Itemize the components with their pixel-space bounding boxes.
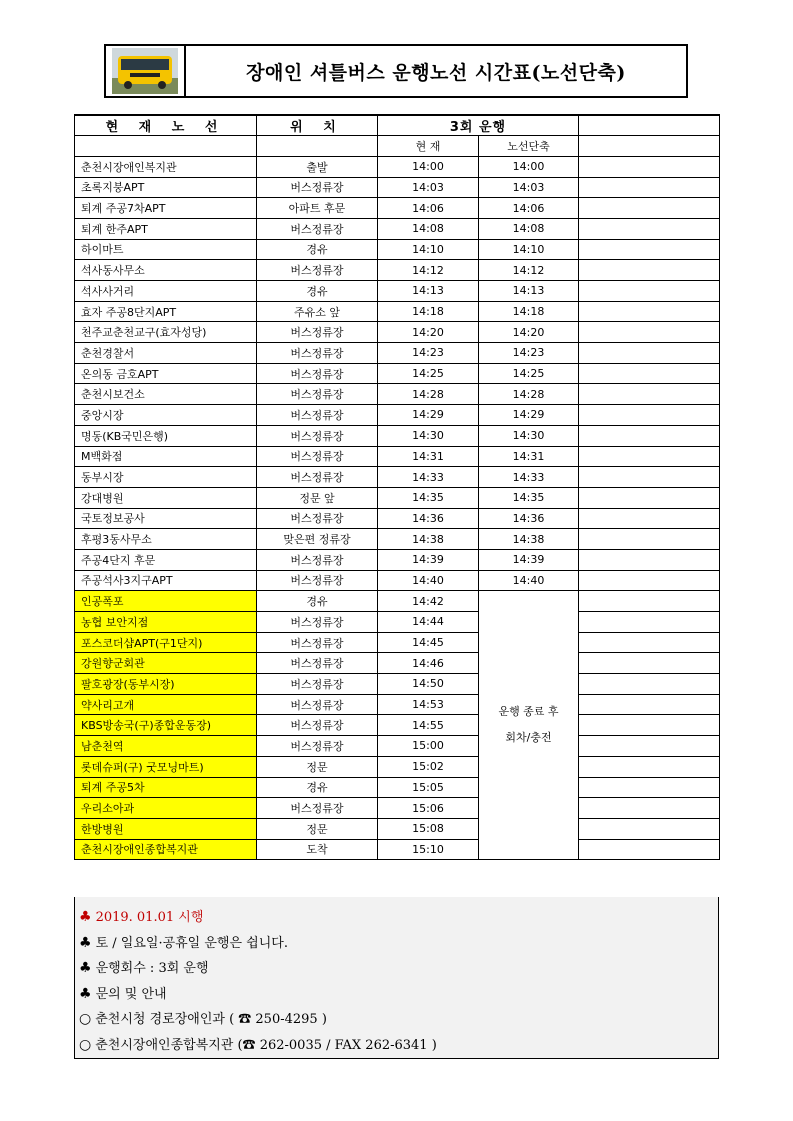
table-row: [75, 529, 720, 550]
table-row: [75, 198, 720, 219]
subheader-current: 현 재: [378, 136, 479, 157]
blank-cell: [579, 529, 720, 550]
stop-name: 춘천시보건소: [75, 384, 257, 405]
time-current: 14:13: [378, 281, 479, 302]
blank-cell: [579, 487, 720, 508]
table-row: [75, 405, 720, 426]
table-row: [75, 425, 720, 446]
stop-name: 팔호광장(동부시장): [75, 674, 257, 695]
time-current: 14:31: [378, 446, 479, 467]
stop-name: 퇴계 주공5차: [75, 777, 257, 798]
time-shortened: 14:39: [479, 549, 579, 570]
stop-location: 버스정류장: [257, 674, 378, 695]
time-current: 15:05: [378, 777, 479, 798]
blank-cell: [579, 570, 720, 591]
stop-name: 한방병원: [75, 818, 257, 839]
stop-location: 버스정류장: [257, 798, 378, 819]
time-current: 15:00: [378, 736, 479, 757]
table-row-highlighted: [75, 632, 720, 653]
stop-name: 우리소아과: [75, 798, 257, 819]
time-shortened: 14:40: [479, 570, 579, 591]
blank-cell: [579, 281, 720, 302]
time-current: 14:29: [378, 405, 479, 426]
time-current: 14:25: [378, 363, 479, 384]
stop-location: 아파트 후문: [257, 198, 378, 219]
stop-location: 출발: [257, 156, 378, 177]
title-box: [104, 44, 688, 98]
header-row: [75, 115, 720, 136]
table-row: [75, 239, 720, 260]
table-row: [75, 446, 720, 467]
time-current: 14:30: [378, 425, 479, 446]
stop-name: 석사사거리: [75, 281, 257, 302]
table-row-highlighted: [75, 591, 720, 612]
stop-name: 춘천시장애인복지관: [75, 156, 257, 177]
note-contact-center: ○ 춘천시장애인종합복지관 (☎ 262-0035 / FAX 262-6341 ): [79, 1036, 437, 1053]
club-icon: ♣: [79, 934, 92, 951]
time-current: 15:02: [378, 756, 479, 777]
table-row-highlighted: [75, 839, 720, 860]
stop-location: 버스정류장: [257, 549, 378, 570]
time-shortened: 14:00: [479, 156, 579, 177]
stop-location: 경유: [257, 777, 378, 798]
stop-name: 온의동 금호APT: [75, 363, 257, 384]
stop-location: 경유: [257, 591, 378, 612]
blank-cell: [579, 674, 720, 695]
blank-cell: [579, 777, 720, 798]
blank-cell: [579, 322, 720, 343]
stop-location: 버스정류장: [257, 715, 378, 736]
table-row-highlighted: [75, 756, 720, 777]
stop-name: 강대병원: [75, 487, 257, 508]
stop-name: 퇴계 주공7차APT: [75, 198, 257, 219]
time-current: 14:23: [378, 343, 479, 364]
header-location: 위 치: [257, 115, 378, 136]
blank-cell: [579, 177, 720, 198]
time-shortened: 14:33: [479, 467, 579, 488]
stop-name: 하이마트: [75, 239, 257, 260]
header-run: 3회 운행: [378, 115, 579, 136]
return-charge-note: [479, 591, 579, 860]
table-row: [75, 156, 720, 177]
blank-cell: [579, 198, 720, 219]
note-inquiry: ♣ 문의 및 안내: [79, 985, 167, 1002]
bus-icon: [112, 48, 178, 94]
blank-cell: [579, 467, 720, 488]
time-shortened: 14:29: [479, 405, 579, 426]
table-row-highlighted: [75, 798, 720, 819]
stop-name: KBS방송국(구)종합운동장): [75, 715, 257, 736]
stop-name: 주공석사3지구APT: [75, 570, 257, 591]
stop-location: 버스정류장: [257, 653, 378, 674]
subheader-row: [75, 136, 720, 157]
time-current: 14:18: [378, 301, 479, 322]
blank-cell: [579, 218, 720, 239]
blank-cell: [579, 363, 720, 384]
time-current: 14:12: [378, 260, 479, 281]
stop-name: 천주교춘천교구(효자성당): [75, 322, 257, 343]
table-row: [75, 322, 720, 343]
table-row-highlighted: [75, 715, 720, 736]
stop-location: 버스정류장: [257, 508, 378, 529]
time-current: 15:08: [378, 818, 479, 839]
blank-cell: [579, 405, 720, 426]
stop-location: 버스정류장: [257, 177, 378, 198]
time-current: 14:28: [378, 384, 479, 405]
blank-cell: [579, 260, 720, 281]
time-current: 14:44: [378, 612, 479, 633]
stop-location: 정문 앞: [257, 487, 378, 508]
time-current: 14:50: [378, 674, 479, 695]
blank-cell: [579, 653, 720, 674]
time-current: 14:06: [378, 198, 479, 219]
blank-cell: [579, 425, 720, 446]
blank-cell: [579, 508, 720, 529]
blank-cell: [579, 156, 720, 177]
blank-cell: [579, 239, 720, 260]
table-row-highlighted: [75, 818, 720, 839]
subheader-blank: [257, 136, 378, 157]
stop-location: 맞은편 정류장: [257, 529, 378, 550]
notes-box: [74, 897, 719, 1059]
table-row: [75, 467, 720, 488]
time-current: 14:08: [378, 218, 479, 239]
time-current: 14:39: [378, 549, 479, 570]
time-current: 14:35: [378, 487, 479, 508]
table-row-highlighted: [75, 653, 720, 674]
blank-cell: [579, 632, 720, 653]
note-effective: ♣ 2019. 01.01 시행: [79, 909, 204, 925]
time-shortened: 14:23: [479, 343, 579, 364]
stop-name: 약사리고개: [75, 694, 257, 715]
blank-cell: [579, 798, 720, 819]
table-row: [75, 218, 720, 239]
time-current: 14:03: [378, 177, 479, 198]
table-row-highlighted: [75, 777, 720, 798]
table-row-highlighted: [75, 612, 720, 633]
stop-location: 버스정류장: [257, 363, 378, 384]
stop-name: 주공4단지 후문: [75, 549, 257, 570]
stop-location: 버스정류장: [257, 467, 378, 488]
stop-location: 버스정류장: [257, 570, 378, 591]
table-row: [75, 343, 720, 364]
table-row: [75, 177, 720, 198]
stop-name: 춘천경찰서: [75, 343, 257, 364]
stop-name: 석사동사무소: [75, 260, 257, 281]
table-row: [75, 487, 720, 508]
blank-cell: [579, 756, 720, 777]
stop-location: 도착: [257, 839, 378, 860]
time-current: 14:33: [378, 467, 479, 488]
subheader-shortened: 노선단축: [479, 136, 579, 157]
blank-cell: [579, 343, 720, 364]
return-note-line1: 운행 종료 후: [498, 705, 559, 719]
stop-name: 퇴계 한주APT: [75, 218, 257, 239]
time-shortened: 14:25: [479, 363, 579, 384]
page-title: 장애인 셔틀버스 운행노선 시간표(노선단축): [246, 61, 626, 84]
subheader-blank: [579, 136, 720, 157]
note-count: ♣ 운행회수 : 3회 운행: [79, 960, 209, 976]
stop-name: 강원향군회관: [75, 653, 257, 674]
stop-name: 농협 보안지점: [75, 612, 257, 633]
circle-icon: ○: [79, 1036, 92, 1053]
time-shortened: 14:38: [479, 529, 579, 550]
time-current: 14:42: [378, 591, 479, 612]
blank-cell: [579, 446, 720, 467]
stop-location: 정문: [257, 818, 378, 839]
stop-name: 국토정보공사: [75, 508, 257, 529]
table-row-highlighted: [75, 736, 720, 757]
blank-cell: [579, 715, 720, 736]
stop-name: 춘천시장애인종합복지관: [75, 839, 257, 860]
stop-location: 버스정류장: [257, 322, 378, 343]
timetable: [74, 114, 720, 860]
stop-location: 주유소 앞: [257, 301, 378, 322]
time-shortened: 14:20: [479, 322, 579, 343]
circle-icon: ○: [79, 1011, 92, 1027]
stop-name: 롯데슈퍼(구) 굿모닝마트): [75, 756, 257, 777]
stop-name: 명동(KB국민은행): [75, 425, 257, 446]
stop-location: 경유: [257, 239, 378, 260]
stop-location: 버스정류장: [257, 384, 378, 405]
header-route: 현 재 노 선: [75, 115, 257, 136]
time-current: 15:10: [378, 839, 479, 860]
time-shortened: 14:06: [479, 198, 579, 219]
stop-location: 버스정류장: [257, 218, 378, 239]
stop-name: 초록지붕APT: [75, 177, 257, 198]
time-shortened: 14:10: [479, 239, 579, 260]
stop-name: 인공폭포: [75, 591, 257, 612]
table-row: [75, 260, 720, 281]
time-current: 14:20: [378, 322, 479, 343]
table-row: [75, 570, 720, 591]
note-weekend: ♣ 토 / 일요일·공휴일 운행은 쉽니다.: [79, 934, 288, 951]
table-row-highlighted: [75, 674, 720, 695]
stop-name: 중앙시장: [75, 405, 257, 426]
blank-cell: [579, 736, 720, 757]
stop-name: 효자 주공8단지APT: [75, 301, 257, 322]
time-current: 14:36: [378, 508, 479, 529]
time-shortened: 14:18: [479, 301, 579, 322]
blank-cell: [579, 549, 720, 570]
time-shortened: 14:35: [479, 487, 579, 508]
stop-name: M백화점: [75, 446, 257, 467]
time-shortened: 14:13: [479, 281, 579, 302]
club-icon: ♣: [79, 985, 92, 1002]
header-blank: [579, 115, 720, 136]
note-contact-city: ○ 춘천시청 경로장애인과 ( ☎ 250-4295 ): [79, 1011, 327, 1027]
stop-location: 경유: [257, 281, 378, 302]
table-row: [75, 301, 720, 322]
stop-name: 포스코더샵APT(구1단지): [75, 632, 257, 653]
blank-cell: [579, 694, 720, 715]
time-shortened: 14:12: [479, 260, 579, 281]
time-shortened: 14:08: [479, 218, 579, 239]
time-shortened: 14:31: [479, 446, 579, 467]
time-current: 14:55: [378, 715, 479, 736]
time-shortened: 14:28: [479, 384, 579, 405]
stop-location: 버스정류장: [257, 694, 378, 715]
subheader-blank: [75, 136, 257, 157]
blank-cell: [579, 818, 720, 839]
table-row: [75, 384, 720, 405]
stop-location: 버스정류장: [257, 425, 378, 446]
bus-photo: [106, 46, 186, 96]
table-row: [75, 508, 720, 529]
time-current: 15:06: [378, 798, 479, 819]
blank-cell: [579, 301, 720, 322]
time-current: 14:45: [378, 632, 479, 653]
stop-location: 버스정류장: [257, 260, 378, 281]
time-shortened: 14:03: [479, 177, 579, 198]
time-current: 14:53: [378, 694, 479, 715]
time-current: 14:00: [378, 156, 479, 177]
blank-cell: [579, 384, 720, 405]
blank-cell: [579, 591, 720, 612]
time-current: 14:46: [378, 653, 479, 674]
blank-cell: [579, 612, 720, 633]
blank-cell: [579, 839, 720, 860]
stop-name: 남춘천역: [75, 736, 257, 757]
table-row-highlighted: [75, 694, 720, 715]
time-current: 14:10: [378, 239, 479, 260]
stop-location: 정문: [257, 756, 378, 777]
return-note-line2: 회차/충전: [505, 731, 552, 745]
club-icon: ♣: [79, 960, 92, 976]
stop-location: 버스정류장: [257, 405, 378, 426]
time-current: 14:40: [378, 570, 479, 591]
stop-name: 동부시장: [75, 467, 257, 488]
stop-location: 버스정류장: [257, 446, 378, 467]
table-row: [75, 363, 720, 384]
stop-location: 버스정류장: [257, 632, 378, 653]
stop-name: 후평3동사무소: [75, 529, 257, 550]
stop-location: 버스정류장: [257, 736, 378, 757]
table-row: [75, 281, 720, 302]
time-shortened: 14:30: [479, 425, 579, 446]
time-shortened: 14:36: [479, 508, 579, 529]
time-current: 14:38: [378, 529, 479, 550]
stop-location: 버스정류장: [257, 343, 378, 364]
club-icon: ♣: [79, 909, 92, 925]
table-row: [75, 549, 720, 570]
stop-location: 버스정류장: [257, 612, 378, 633]
